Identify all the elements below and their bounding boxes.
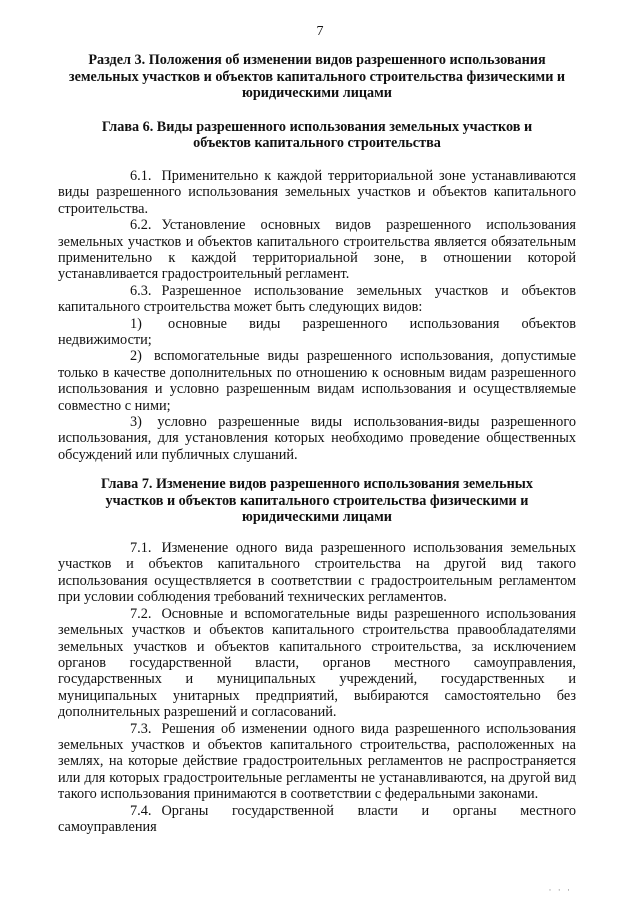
paragraph-text: Установление основных видов разрешенного использования земельных участков и объектов капитального строительства является обязательным применительно к каждой территориальной зоне, в отношении которой устанавливается градостроительный регламент.	[58, 217, 576, 283]
paragraph-number: 6.3.	[130, 282, 152, 299]
paragraph-6-2	[58, 217, 576, 283]
paragraph-text: Основные и вспомогательные виды разрешенного использования земельных участков и объектов капитального строительства правообладателями земельных участков и объектов капитального строительства, за исключением органов государственной власти, органов местного самоуправления, государственных и муниципальных учреждений, государственных и муниципальных унитарных предприятий, выбираются самостоятельно без дополнительных разрешений и согласований.	[58, 605, 576, 721]
scan-artifact: · · ·	[548, 885, 572, 895]
paragraph-number: 7.1.	[130, 540, 152, 557]
paragraph-number: 6.1.	[130, 167, 152, 184]
list-item-text: вспомогательные виды разрешенного использования, допустимые только в качестве дополнительных по отношению к основным видам разрешенного использования и условно разрешенным видам использования и осуществляемые совместно с ними;	[58, 348, 576, 414]
paragraph-number: 6.2.	[130, 217, 152, 234]
paragraph-number: 7.3.	[130, 720, 152, 737]
paragraph-text: Разрешенное использование земельных участков и объектов капитального строительства может быть следующих видов:	[58, 282, 576, 316]
document-content	[58, 52, 576, 835]
paragraph-text: Органы государственной власти и органы местного самоуправления	[58, 802, 576, 835]
paragraph-text: Изменение одного вида разрешенного использования земельных участков и объектов капитального строительства на другой вид такого использования осуществляется в соответствии с градостроительным регламентом при условии соблюдения требований технических регламентов.	[58, 540, 576, 606]
list-item-number: 3)	[130, 414, 142, 431]
paragraph-7-1	[58, 540, 576, 606]
paragraph-6-1	[58, 168, 576, 217]
paragraph-number: 7.2.	[130, 605, 152, 622]
list-item-1	[58, 316, 576, 349]
section-title: Раздел 3. Положения об изменении видов разрешенного использования земельных участков и объектов капитального строительства физическими и юридическими лицами	[68, 52, 566, 102]
list-item-text: основные виды разрешенного использования объектов недвижимости;	[58, 315, 576, 349]
paragraph-text: Решения об изменении одного вида разрешенного использования земельных участков и объектов капитального строительства, расположенных на землях, на которые действие градостроительных регламентов не распространяется или для которых градостроительные регламенты не устанавливаются, на другой вид такого использования принимаются в соответствии с федеральными законами.	[58, 720, 576, 803]
paragraph-text: Применительно к каждой территориальной зоне устанавливаются виды разрешенного использования земельных участков и объектов капитального строительства.	[58, 167, 576, 217]
list-item-3	[58, 414, 576, 463]
chapter-7-title: Глава 7. Изменение видов разрешенного использования земельных участков и объектов капитального строительства физическими и юридическими лицами	[101, 476, 533, 526]
list-item-number: 2)	[130, 348, 142, 365]
chapter-6-title: Глава 6. Виды разрешенного использования земельных участков и объектов капитального строительства	[101, 118, 533, 152]
paragraph-7-4	[58, 803, 576, 836]
list-item-2	[58, 348, 576, 414]
paragraph-number: 7.4.	[130, 802, 152, 819]
paragraph-7-3	[58, 721, 576, 803]
paragraph-6-3	[58, 283, 576, 316]
page-number: 7	[316, 24, 324, 39]
list-item-number: 1)	[130, 315, 142, 332]
list-item-text: условно разрешенные виды использования-виды разрешенного использования, для установления которых необходимо проведение общественных обсуждений или публичных слушаний.	[58, 414, 576, 463]
paragraph-7-2	[58, 606, 576, 721]
